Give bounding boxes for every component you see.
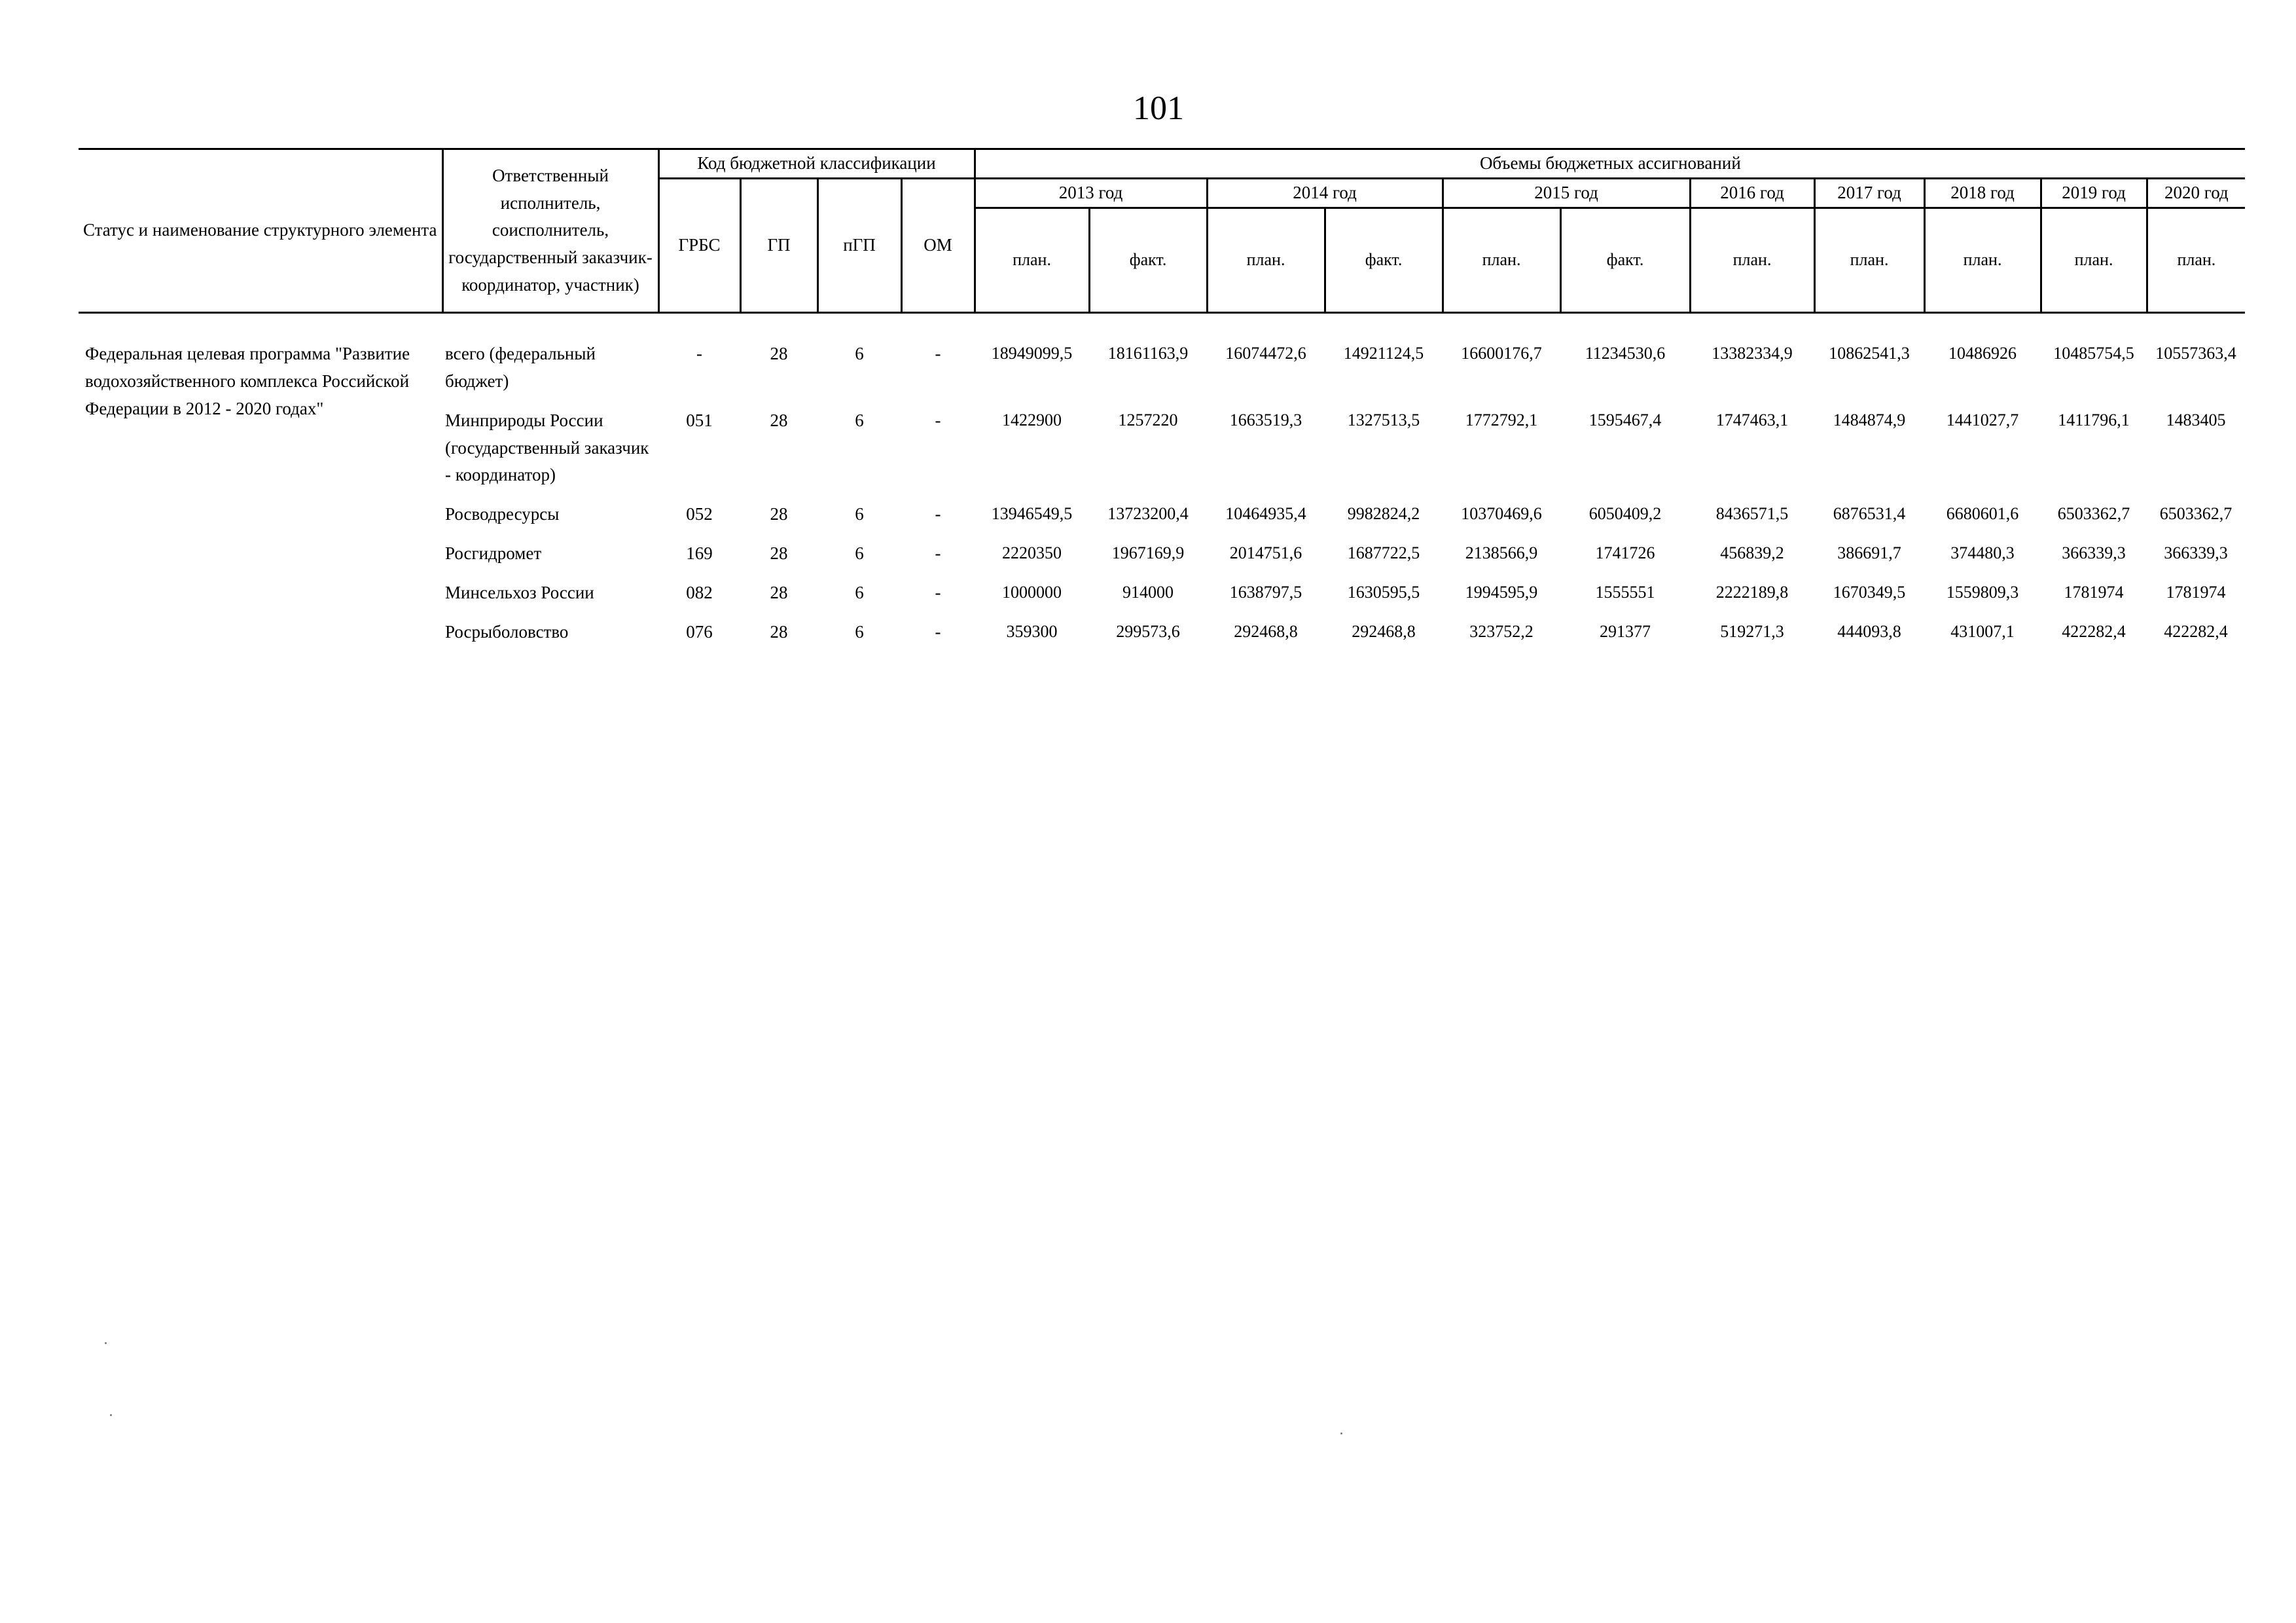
value-cell: 431007,1 [1950,621,2015,641]
scan-speck [1340,1432,1342,1434]
value-cell: 386691,7 [1837,543,1901,563]
value-cell: 1670349,5 [1833,582,1906,602]
value-cell: 292468,8 [1352,621,1416,641]
value-cell: 18161163,9 [1107,344,1189,363]
value-cell: 1994595,9 [1465,582,1538,602]
year-header-2014: 2014 год [1207,178,1443,208]
value-cell: 9982824,2 [1347,504,1420,524]
value-cell: 1411796,1 [2058,410,2130,429]
value-cell: 1630595,5 [1347,582,1420,602]
value-cell: 14921124,5 [1343,344,1424,363]
col-header-gp: ГП [740,178,817,312]
code-cell-pgp: 6 [855,410,864,430]
value-cell: 456839,2 [1720,543,1784,563]
value-cell: 1967169,9 [1111,543,1185,563]
table-row [79,568,2245,607]
code-cell-om: - [935,582,941,602]
value-cell: 1483405 [2166,410,2226,429]
value-cell: 292468,8 [1234,621,1298,641]
value-cell: 10464935,4 [1225,504,1306,524]
value-cell: 10485754,5 [2053,344,2134,363]
status-column-header: Статус и наименование структурного элемента [79,149,442,313]
empty-status-cell [79,528,442,568]
value-cell: 1484874,9 [1833,410,1906,429]
value-cell: 1000000 [1002,582,1062,602]
sub-header-plan: план. [1207,208,1325,312]
budget-code-group-header: Код бюджетной классификации [658,149,975,179]
year-header-2020: 2020 год [2147,178,2245,208]
sub-header-plan: план. [975,208,1089,312]
value-cell: 422282,4 [2164,621,2228,641]
code-cell-pgp: 6 [855,582,864,602]
col-header-pgp: пГП [817,178,901,312]
executor-cell: Росрыболовство [445,621,569,642]
year-header-2017: 2017 год [1814,178,1924,208]
value-cell: 13946549,5 [991,504,1073,524]
value-cell: 299573,6 [1116,621,1180,641]
year-header-2018: 2018 год [1924,178,2041,208]
scan-speck [110,1414,112,1416]
value-cell: 1257220 [1118,410,1178,429]
code-cell-grbs: - [696,344,702,363]
value-cell: 2014751,6 [1229,543,1302,563]
code-cell-gp: 28 [770,410,788,430]
value-cell: 1595467,4 [1588,410,1662,429]
empty-status-cell [79,607,442,646]
code-cell-om: - [935,543,941,564]
code-cell-grbs: 052 [686,504,713,524]
sub-header-plan: план. [1443,208,1560,312]
value-cell: 6680601,6 [1946,504,2019,524]
code-cell-pgp: 6 [855,621,864,642]
value-cell: 18949099,5 [991,344,1073,363]
value-cell: 10370469,6 [1461,504,1542,524]
value-cell: 1781974 [2166,582,2226,602]
code-cell-gp: 28 [770,344,788,363]
col-header-grbs: ГРБС [658,178,740,312]
sub-header-fact: факт. [1560,208,1690,312]
sub-header-fact: факт. [1089,208,1207,312]
executor-cell: Росгидромет [445,543,542,564]
code-cell-gp: 28 [770,504,788,524]
code-cell-pgp: 6 [855,344,864,363]
value-cell: 1559809,3 [1946,582,2019,602]
code-cell-grbs: 169 [686,543,713,564]
value-cell: 366339,3 [2062,543,2126,563]
value-cell: 2220350 [1002,543,1062,563]
value-cell: 13723200,4 [1107,504,1189,524]
budget-table-body [79,340,2245,646]
value-cell: 444093,8 [1837,621,1901,641]
code-cell-om: - [935,504,941,524]
code-cell-om: - [935,344,941,363]
budget-table-header [79,148,2245,314]
sub-header-fact: факт. [1325,208,1443,312]
value-cell: 16600176,7 [1461,344,1542,363]
value-cell: 6050409,2 [1588,504,1662,524]
value-cell: 1781974 [2064,582,2124,602]
program-status-name: Федеральная целевая программа "Развитие водохозяйственного комплекса Российской Федерации в 2012 - 2020 годах" [85,344,410,418]
year-header-2019: 2019 год [2041,178,2147,208]
value-cell: 1663519,3 [1229,410,1302,429]
value-cell: 1741726 [1595,543,1655,563]
value-cell: 914000 [1122,582,1174,602]
value-cell: 6876531,4 [1833,504,1906,524]
code-cell-pgp: 6 [855,504,864,524]
value-cell: 1747463,1 [1715,410,1789,429]
value-cell: 291377 [1600,621,1651,641]
value-cell: 1772792,1 [1465,410,1538,429]
value-cell: 519271,3 [1720,621,1784,641]
executor-cell: Минприроды России (государственный заказчик - координатор) [445,410,649,485]
code-cell-gp: 28 [770,543,788,564]
value-cell: 10486926 [1948,344,2017,363]
scan-speck [105,1342,107,1344]
table-row [79,489,2245,528]
executor-column-header: Ответственный исполнитель, соисполнитель, государственный заказчик-координатор, участник) [442,149,658,313]
value-cell: 2222189,8 [1715,582,1789,602]
table-row [79,607,2245,646]
value-cell: 374480,3 [1950,543,2015,563]
value-cell: 6503362,7 [2057,504,2130,524]
sub-header-plan: план. [1924,208,2041,312]
value-cell: 323752,2 [1469,621,1534,641]
code-cell-om: - [935,410,941,430]
value-cell: 10862541,3 [1829,344,1910,363]
value-cell: 366339,3 [2164,543,2228,563]
value-cell: 16074472,6 [1225,344,1306,363]
executor-cell: Минсельхоз России [445,582,594,602]
value-cell: 6503362,7 [2159,504,2233,524]
value-cell: 1555551 [1595,582,1655,602]
value-cell: 359300 [1006,621,1058,641]
value-cell: 1687722,5 [1347,543,1420,563]
value-cell: 10557363,4 [2155,344,2236,363]
value-cell: 11234530,6 [1585,344,1666,363]
value-cell: 2138566,9 [1465,543,1538,563]
year-header-2013: 2013 год [975,178,1207,208]
value-cell: 422282,4 [2062,621,2126,641]
executor-cell: всего (федеральный бюджет) [445,344,596,391]
value-cell: 13382334,9 [1712,344,1793,363]
value-cell: 1441027,7 [1946,410,2019,429]
empty-status-cell [79,489,442,528]
sub-header-plan: план. [1690,208,1814,312]
value-cell: 8436571,5 [1715,504,1789,524]
code-cell-grbs: 082 [686,582,713,602]
value-cell: 1327513,5 [1347,410,1420,429]
sub-header-plan: план. [1814,208,1924,312]
value-cell: 1638797,5 [1229,582,1302,602]
sub-header-plan: план. [2147,208,2245,312]
col-header-om: ОМ [901,178,975,312]
year-header-2016: 2016 год [1690,178,1814,208]
table-row [79,340,2245,395]
code-cell-gp: 28 [770,621,788,642]
empty-status-cell [79,568,442,607]
code-cell-grbs: 076 [686,621,713,642]
page-number: 101 [1133,90,1184,127]
code-cell-pgp: 6 [855,543,864,564]
year-header-2015: 2015 год [1443,178,1690,208]
code-cell-grbs: 051 [686,410,713,430]
table-row [79,528,2245,568]
code-cell-om: - [935,621,941,642]
executor-cell: Росводресурсы [445,504,560,524]
code-cell-gp: 28 [770,582,788,602]
volumes-group-header: Объемы бюджетных ассигнований [975,149,2245,179]
value-cell: 1422900 [1002,410,1062,429]
sub-header-plan: план. [2041,208,2147,312]
